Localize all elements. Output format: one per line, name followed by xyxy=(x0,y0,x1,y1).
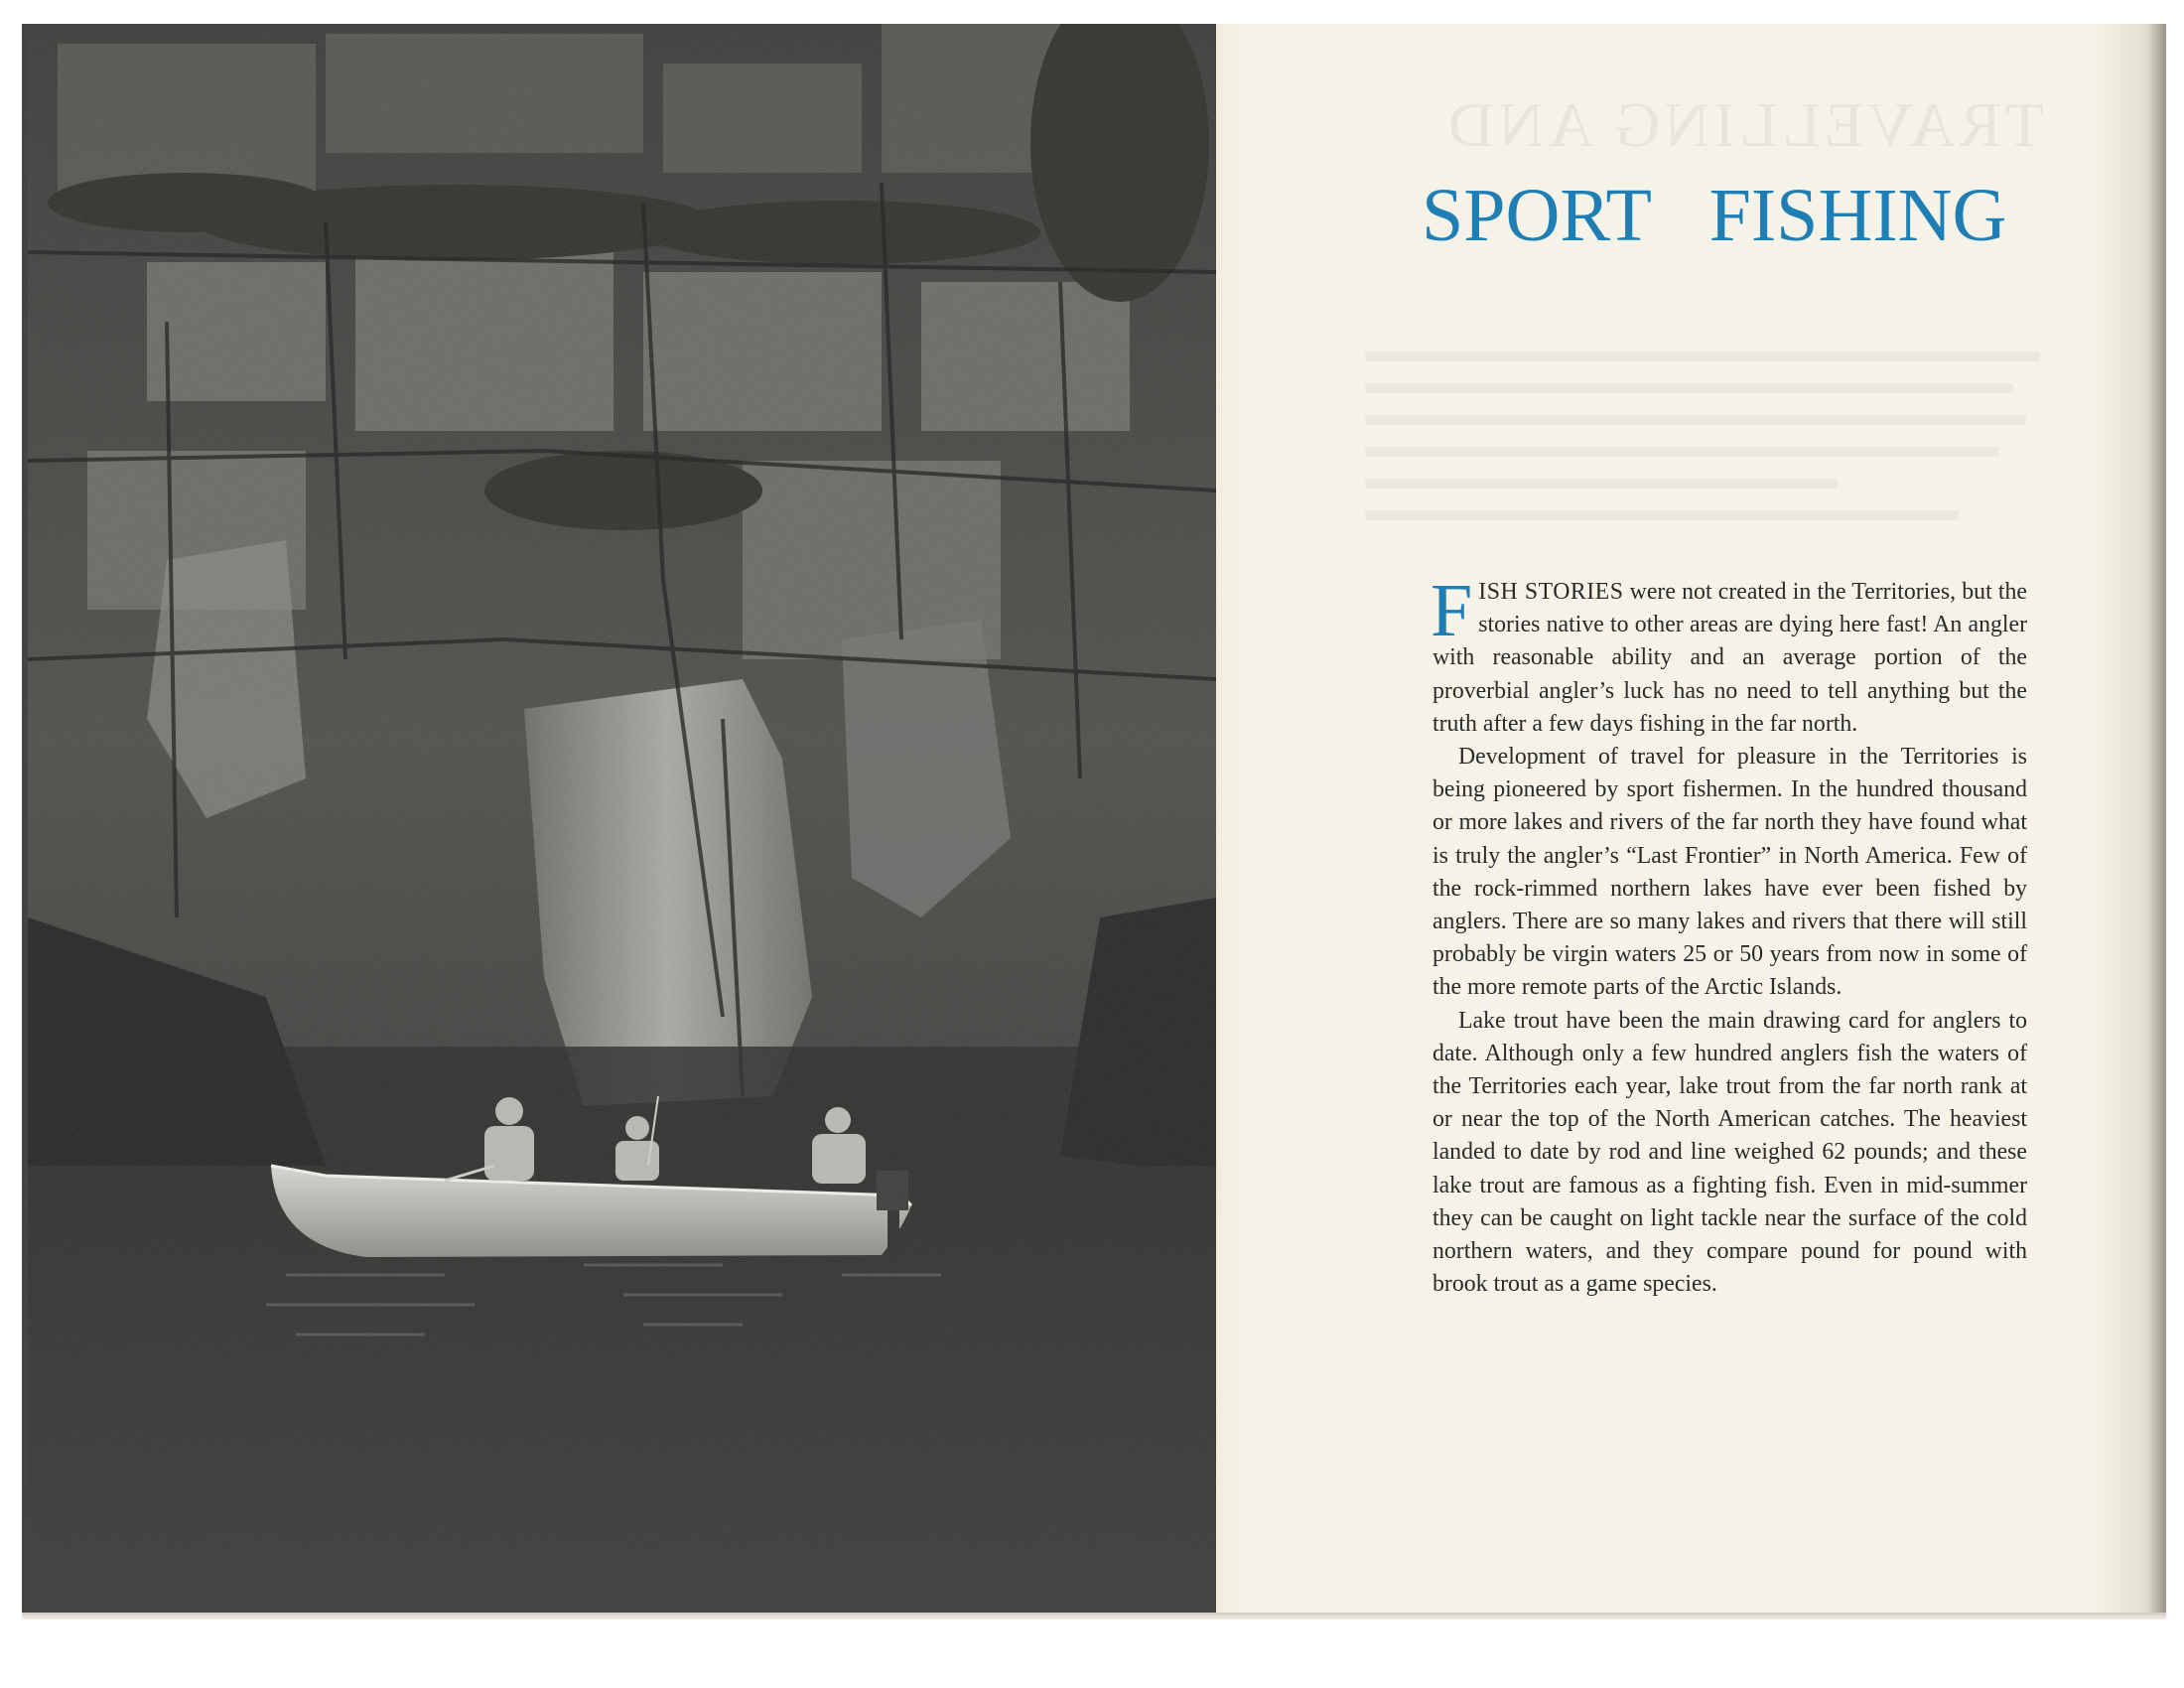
cliff-canoe-photo xyxy=(28,24,1216,1613)
binding-shadow xyxy=(22,24,28,1619)
paragraph-2: Development of travel for pleasure in the Territories is being pioneered by sport fishermen. In the hundred thousand or more lakes and rivers of the far north they have found what is truly the angler’s “Last Frontier” in North America. Few of the rock-rimmed northern lakes have ever been fished by anglers. There are so many lakes and rivers that there will still probably be virgin waters 25 or 50 years from now in some of the more remote parts of the Arctic Islands. xyxy=(1433,744,2027,1001)
lead-caps: ISH STORIES xyxy=(1478,579,1624,605)
book-spread xyxy=(22,24,2166,1619)
paragraph-1 xyxy=(1431,569,2027,741)
paragraph-3: Lake trout have been the main drawing card for anglers to date. Although only a few hundred anglers fish the waters of the Territories each year, lake trout from the far north rank at or near the top of the North American catches. The heaviest landed to date by rod and line weighed 62 pounds; and these lake trout are famous as a fighting fish. Even in mid-summer they can be caught on light tackle near the surface of the cold northern waters, and they compare pound for pound with brook trout as a game species. xyxy=(1433,1007,2027,1298)
page-bottom-edge xyxy=(22,1613,2166,1619)
show-through-text xyxy=(1365,352,2040,570)
article-body xyxy=(1431,569,2027,1301)
show-through-title: TRAVELLING AND xyxy=(1444,89,2045,160)
paragraph-1-text: were not created in the Territories, but the stories native to other areas are dying here fast! An angler with reasonable ability and an average portion of the proverbial angler’s luck has no need to tell anything but the truth after a few days fishing in the far north. xyxy=(1433,579,2027,737)
photo-illustration xyxy=(28,24,1216,1613)
page-edge-shadow xyxy=(2148,24,2166,1613)
drop-cap: F xyxy=(1431,569,1473,652)
text-page xyxy=(1216,24,2166,1613)
page-title: SPORT FISHING xyxy=(1422,174,2007,257)
